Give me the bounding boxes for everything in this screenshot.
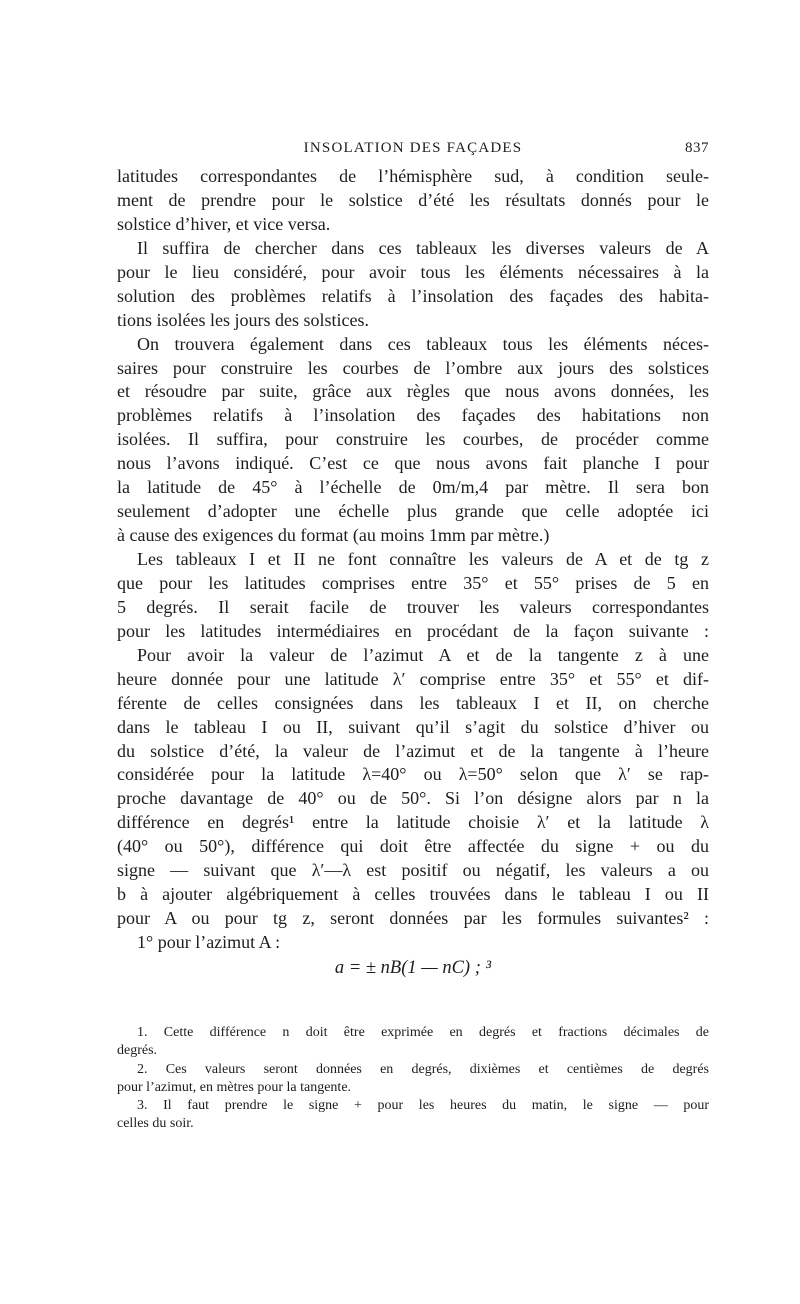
body-text [117,165,709,981]
text-line: la latitude de 45° à l’échelle de 0m/m,4 par mètre. Il sera bon [117,477,709,498]
text-line: saires pour construire les courbes de l’ombre aux jours des solstices [117,357,709,378]
text-line: pour le lieu considéré, pour avoir tous les éléments nécessaires à la [117,261,709,282]
text-line: b à ajouter algébriquement à celles trouvées dans le tableau I ou II [117,884,709,905]
footnote-line: 2. Ces valeurs seront données en degrés, dixièmes et centièmes de degrés [137,1061,709,1077]
text-line: Il suffira de chercher dans ces tableaux les diverses valeurs de A [137,237,709,258]
running-title: INSOLATION DES FAÇADES [303,140,523,156]
footnote-line: pour l’azimut, en mètres pour la tangente. [117,1079,352,1095]
running-header [117,140,709,164]
text-line: heure donnée pour une latitude λ′ comprise entre 35° et 55° et dif- [117,668,709,689]
text-line: problèmes relatifs à l’insolation des façades des habitations non [117,405,709,426]
footnote-line: celles du soir. [117,1116,194,1132]
text-line: férente de celles consignées dans les tableaux I et II, on cherche [117,692,709,713]
text-line: (40° ou 50°), différence qui doit être affectée du signe + ou du [117,836,709,857]
text-line: solstice d’hiver, et vice versa. [117,213,331,234]
text-line: Les tableaux I et II ne font connaître les valeurs de A et de tg z [137,549,709,569]
text-line: pour les latitudes intermédiaires en procédant de la façon suivante : [117,620,709,641]
text-line: considérée pour la latitude λ=40° ou λ=50° selon que λ′ se rap- [117,764,709,785]
footnotes [117,1024,709,1134]
text-line: isolées. Il suffira, pour construire les courbes, de procéder comme [117,429,709,450]
azimuth-formula [117,955,709,981]
text-line: nous l’avons indiqué. C’est ce que nous avons fait planche I pour [117,453,709,474]
text-line: solution des problèmes relatifs à l’insolation des façades des habita- [117,285,709,306]
footnote-line: 3. Il faut prendre le signe + pour les heures du matin, le signe — pour [137,1098,709,1114]
text-line: différence en degrés¹ entre la latitude choisie λ′ et la latitude λ [117,812,709,833]
text-line: On trouvera également dans ces tableaux tous les éléments néces- [137,333,709,354]
text-line: signe — suivant que λ′—λ est positif ou négatif, les valeurs a ou [117,860,709,881]
text-line: pour A ou pour tg z, seront données par les formules suivantes² : [117,908,709,929]
text-line: ment de prendre pour le solstice d’été les résultats donnés pour le [117,189,709,210]
text-line: du solstice d’été, la valeur de l’azimut et de la tangente à l’heure [117,740,709,761]
text-line: latitudes correspondantes de l’hémisphère sud, à condition seule- [117,166,709,186]
footnote-line: degrés. [117,1043,158,1059]
text-line: tions isolées les jours des solstices. [117,309,369,330]
text-line: à cause des exigences du format (au moins 1mm par mètre.) [117,525,550,546]
text-line: que pour les latitudes comprises entre 35° et 55° prises de 5 en [117,572,709,593]
formula-text: a = ± nB(1 — nC) ; ³ [334,957,492,978]
text-line: et résoudre par suite, grâce aux règles que nous avons données, les [117,381,709,402]
text-line: 1° pour l’azimut A : [137,932,281,952]
text-line: dans le tableau I ou II, suivant qu’il s’agit du solstice d’hiver ou [117,716,709,737]
page-number: 837 [685,140,709,156]
text-line: 5 degrés. Il serait facile de trouver les valeurs correspondantes [117,596,709,617]
text-line: Pour avoir la valeur de l’azimut A et de la tangente z à une [137,644,709,665]
footnote-line: 1. Cette différence n doit être exprimée en degrés et fractions décimales de [137,1025,709,1040]
text-line: proche davantage de 40° ou de 50°. Si l’on désigne alors par n la [117,788,709,809]
text-line: seulement d’adopter une échelle plus grande que celle adoptée ici [117,501,709,522]
